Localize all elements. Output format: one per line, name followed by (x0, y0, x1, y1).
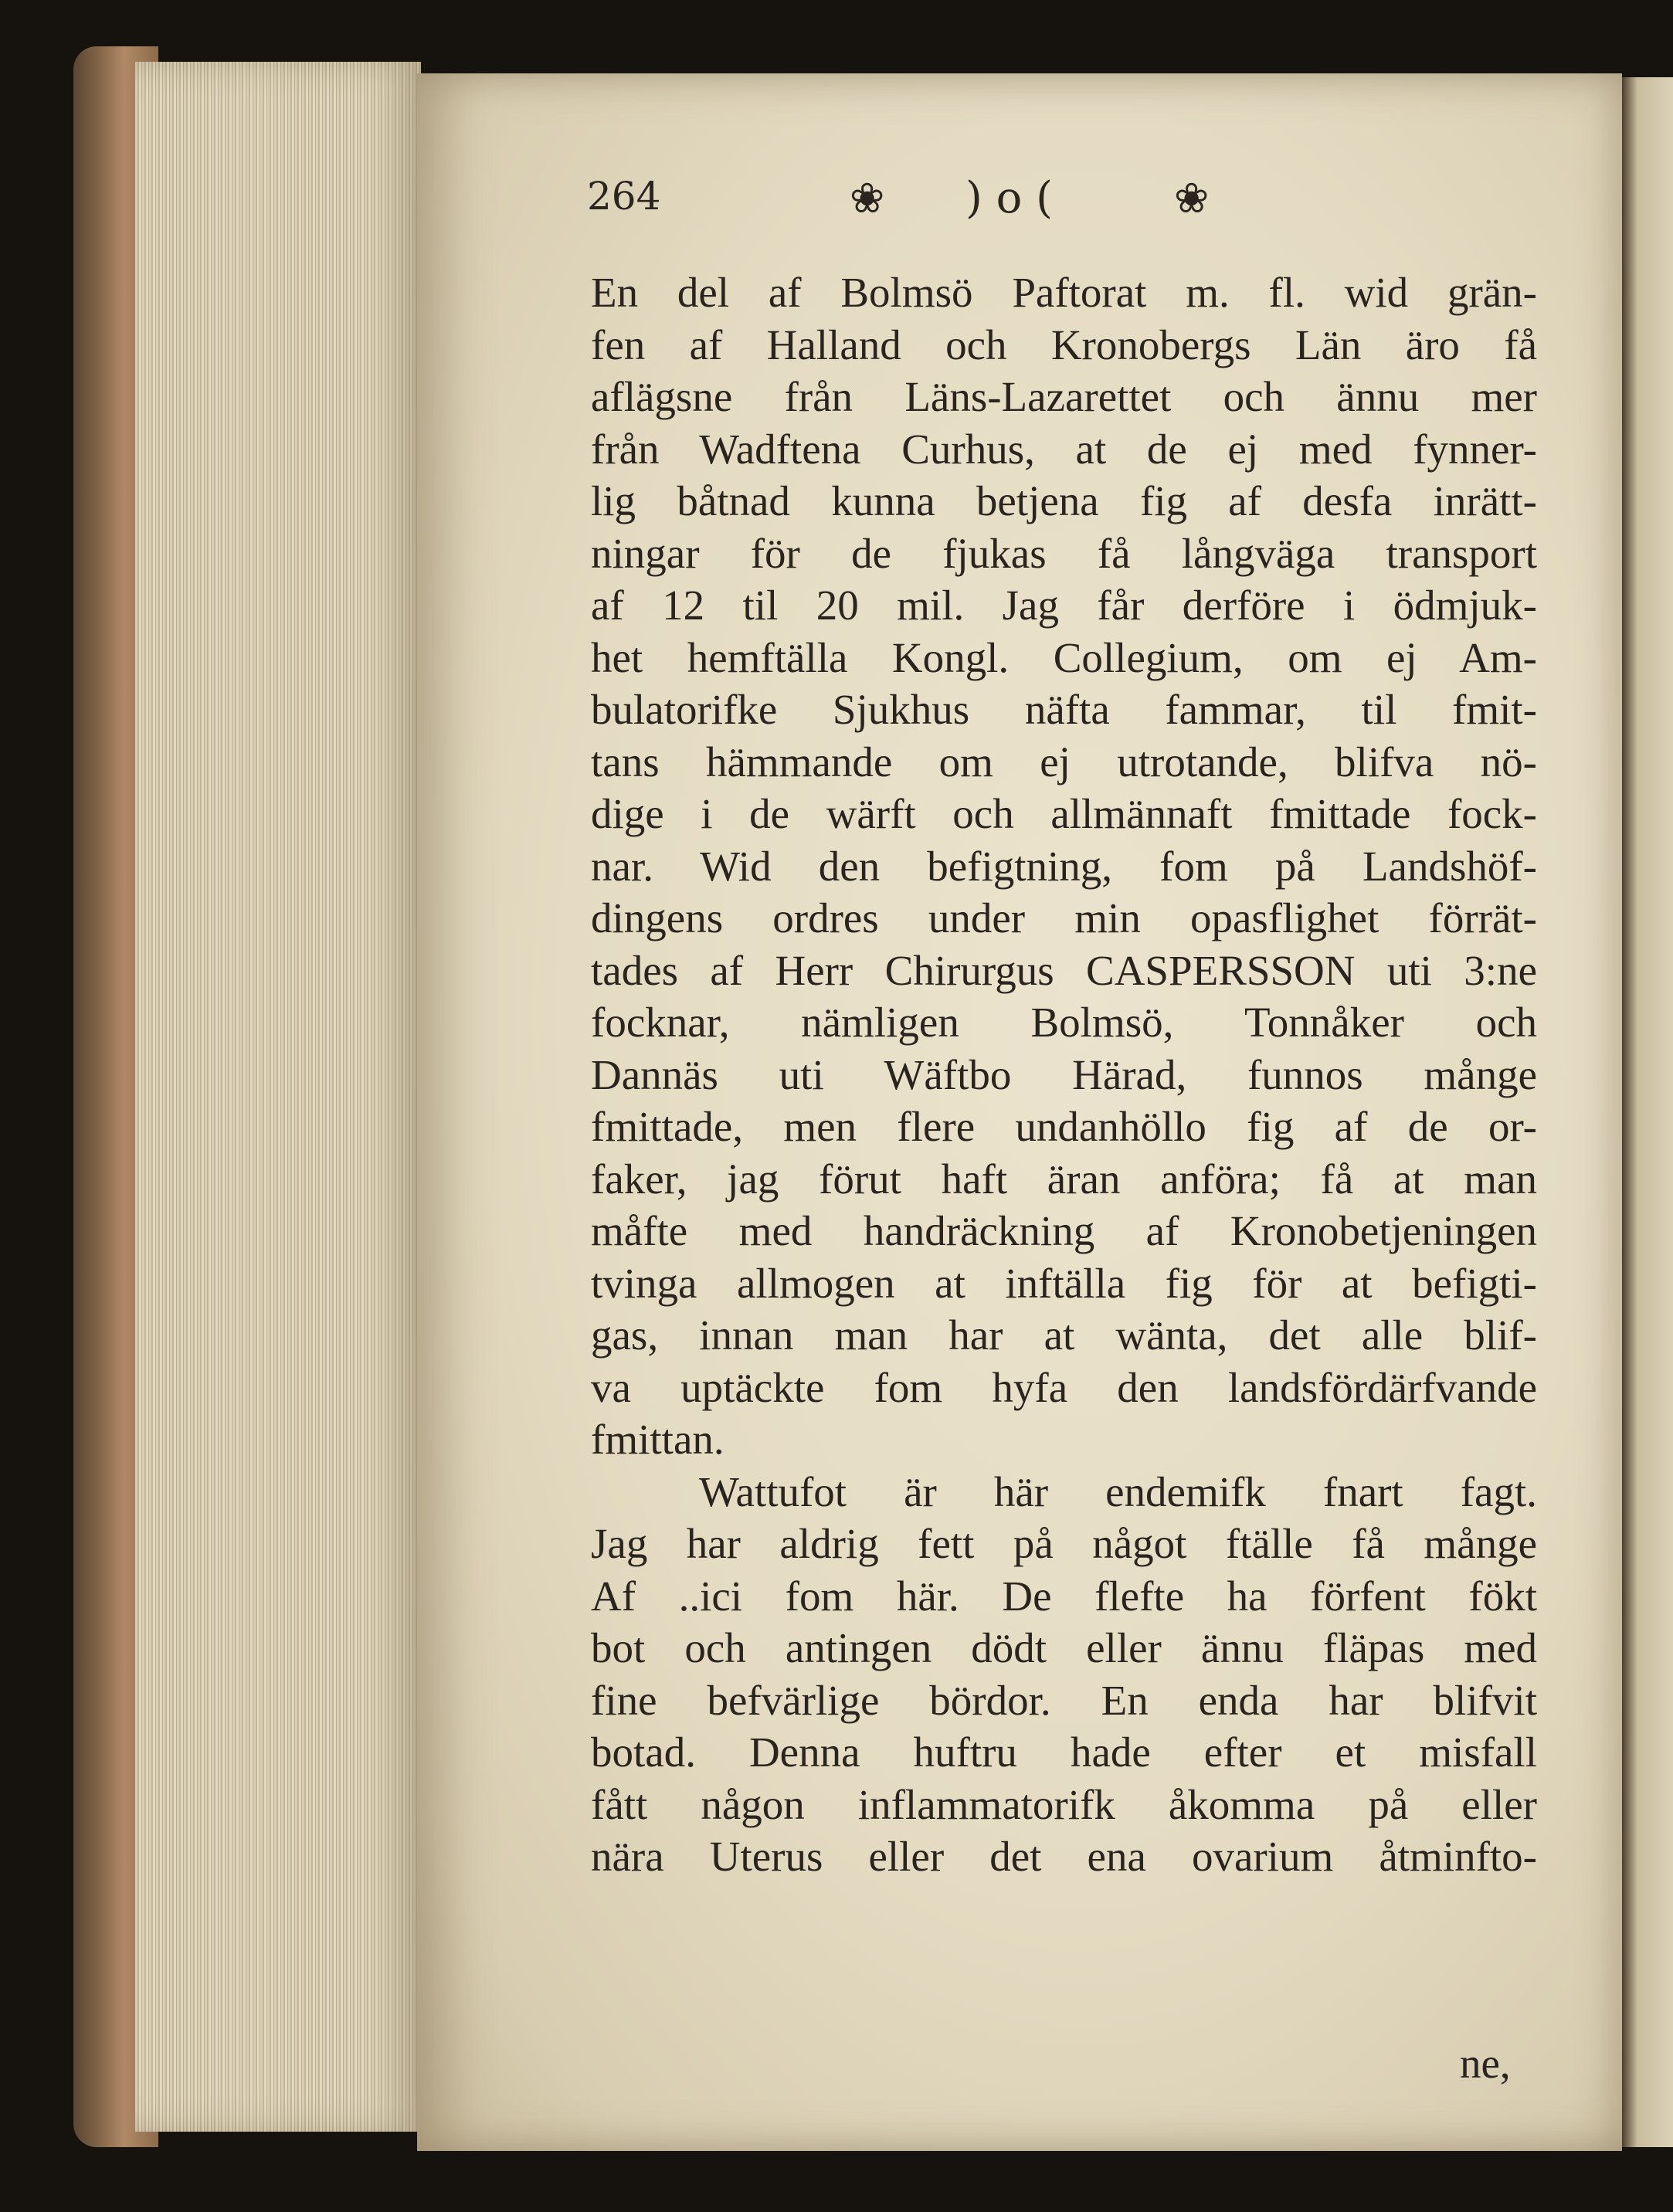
text-line: Jag har aldrig fett på något ftälle få månge (591, 1520, 1537, 1567)
ornament-middle: ) o ( (965, 173, 1054, 223)
text-line: tades af Herr Chirurgus CASPERSSON uti 3:ne (591, 946, 1537, 994)
page-number: 264 (587, 174, 661, 219)
text-line: Dannäs uti Wäftbo Härad, funnos månge (591, 1050, 1537, 1098)
text-line: fått någon inflammatorifk åkomma på eller (591, 1780, 1537, 1828)
text-line: fmittade, men flere undanhöllo fig af de or- (591, 1103, 1537, 1150)
text-line: dige i de wärft och allmännaft fmittade fock- (591, 790, 1537, 837)
paragraph-end-line: fmittan. (591, 1416, 725, 1463)
body-text (591, 266, 1537, 1883)
paragraph-start-line: Wattufot är här endemifk fnart fagt. (699, 1467, 1537, 1515)
text-line: focknar, nämligen Bolmsö, Tonnåker och (591, 999, 1537, 1046)
running-header (587, 174, 1537, 236)
text-line: tvinga allmogen at inftälla fig för at befigti- (591, 1259, 1537, 1307)
page-stack-edge (135, 62, 421, 2132)
ornament-right-icon: ❀ (1174, 174, 1210, 222)
ornament-left-icon: ❀ (850, 174, 885, 222)
text-line: ningar för de fjukas få långväga transport (591, 529, 1537, 577)
text-line: En del af Bolmsö Paftorat m. fl. wid grän- (591, 269, 1537, 316)
text-line: nära Uterus eller det ena ovarium åtminfto- (591, 1833, 1537, 1880)
text-line: faker, jag förut haft äran anföra; få at man (591, 1155, 1537, 1203)
text-line: måfte med handräckning af Kronobetjeningen (591, 1207, 1537, 1254)
text-line: va uptäckte fom hyfa den landsfördärfvande (591, 1363, 1537, 1411)
text-line: dingens ordres under min opasflighet förrät- (591, 894, 1537, 941)
text-line: botad. Denna huftru hade efter et misfall (591, 1729, 1537, 1776)
text-line: Af ..ici fom här. De flefte ha förfent fökt (591, 1572, 1537, 1620)
text-line: het hemftälla Kongl. Collegium, om ej Am- (591, 633, 1537, 681)
catchword: ne, (1460, 2040, 1511, 2087)
facing-page-edge (1622, 77, 1673, 2147)
text-line: fen af Halland och Kronobergs Län äro få (591, 321, 1537, 368)
text-line: bulatorifke Sjukhus näfta fammar, til fmit- (591, 686, 1537, 733)
text-line: från Wadftena Curhus, at de ej med fynner- (591, 425, 1537, 473)
text-line: tans hämmande om ej utrotande, blifva nö- (591, 738, 1537, 785)
text-line: bot och antingen dödt eller ännu fläpas med (591, 1624, 1537, 1671)
text-line: af 12 til 20 mil. Jag får derföre i ödmjuk- (591, 582, 1537, 629)
text-line: nar. Wid den befigtning, fom på Landshöf- (591, 842, 1537, 890)
text-line: gas, innan man har at wänta, det alle blif- (591, 1311, 1537, 1359)
text-line: lig båtnad kunna betjena fig af desfa inrätt- (591, 477, 1537, 524)
text-line: fine befvärlige bördor. En enda har blifvit (591, 1676, 1537, 1724)
text-line: aflägsne från Läns-Lazarettet och ännu mer (591, 373, 1537, 420)
